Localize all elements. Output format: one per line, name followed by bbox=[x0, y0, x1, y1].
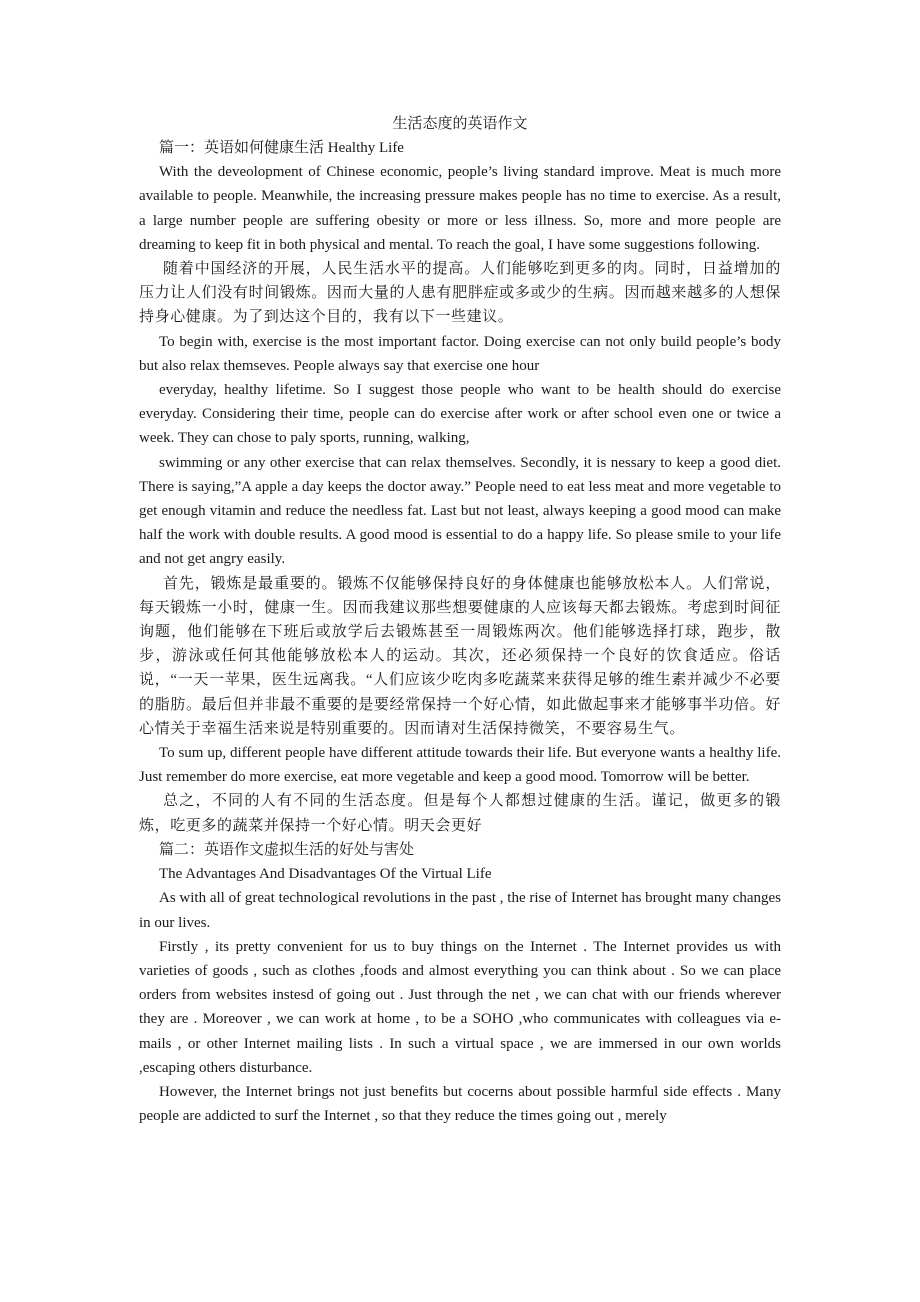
paragraph-14: However, the Internet brings not just benefits but cocerns about possible harmful side effects . Many people are addicted to surf the Internet , so that they reduce the times going out , merely bbox=[139, 1083, 781, 1125]
paragraph-11: The Advantages And Disadvantages Of the Virtual Life bbox=[159, 866, 492, 883]
paragraph-8: To sum up, different people have different attitude towards their life. But everyone wants a healthy life. Just remember do more exercise, eat more vegetable and keep a good mood. Tomorrow will be better. bbox=[139, 745, 781, 786]
paragraph-3: 随着中国经济的开展，人民生活水平的提高。人们能够吃到更多的肉。同时，日益增加的压力让人们没有时间锻炼。因而大量的人患有肥胖症或多或少的生病。因而越来越多的人想保持身心健康。为了到达这个目的，我有以下一些建议。 bbox=[139, 261, 781, 326]
paragraph-7: 首先，锻炼是最重要的。锻炼不仅能够保持良好的身体健康也能够放松本人。人们常说，每天锻炼一小时，健康一生。因而我建议那些想要健康的人应该每天都去锻炼。考虑到时间征询题，他们能够在下班后或放学后去锻炼甚至一周锻炼两次。他们能够选择打球，跑步，散步，游泳或任何其他能够放松本人的运动。其次，还必须保持一个良好的饮食适应。俗话说，“一天一苹果，医生远离我。“人们应该少吃肉多吃蔬菜来获得足够的维生素并减少不必要的脂肪。最后但并非最不重要的是要经常保持一个好心情，如此做起事来才能够事半功倍。好心情关于幸福生活来说是特别重要的。因而请对生活保持微笑，不要容易生气。 bbox=[139, 575, 781, 737]
document-title: 生活态度的英语作文 bbox=[392, 116, 528, 132]
document-body bbox=[139, 136, 781, 1128]
paragraph-12: As with all of great technological revolutions in the past , the rise of Internet has brought many changes in our lives. bbox=[139, 890, 781, 931]
paragraph-4: To begin with, exercise is the most important factor. Doing exercise can not only build people’s body but also relax themseves. People always say that exercise one hour bbox=[139, 333, 781, 374]
paragraph-10: 篇二：英语作文虚拟生活的好处与害处 bbox=[159, 841, 415, 858]
paragraph-1: 篇一：英语如何健康生活 Healthy Life bbox=[159, 140, 404, 156]
paragraph-13: Firstly , its pretty convenient for us to buy things on the Internet . The Internet provides us with varieties of goods , such as clothes ,foods and almost everything you can think about . So we can place orders from websites instesd of going out . Just through the net , we can chat with our friends wherever they are . Moreover , we can work at home , to be a SOHO ,who communicates with colleagues via e-mails , or other Internet mailing lists . In such a virtual space , we are immersed in our own worlds ,escaping others disturbance. bbox=[139, 938, 781, 1076]
paragraph-9: 总之，不同的人有不同的生活态度。但是每个人都想过健康的生活。谨记，做更多的锻炼，吃更多的蔬菜并保持一个好心情。明天会更好 bbox=[139, 793, 781, 834]
paragraph-6: swimming or any other exercise that can relax themselves. Secondly, it is nessary to keep a good diet. There is saying,”A apple a day keeps the doctor away.” People need to eat less meat and more vegetable to get enough vitamin and reduce the needless fat. Last but not least, always keeping a good mood can make half the work with double results. A good mood is essential to do a happy life. So please smile to your life and not get angry easily. bbox=[139, 454, 781, 568]
paragraph-5: everyday, healthy lifetime. So I suggest those people who want to be health should do exercise everyday. Considering their time, people can do exercise after work or after school even one or twice a week. They can chose to paly sports, running, walking, bbox=[139, 382, 781, 447]
paragraph-2: With the deveolopment of Chinese economic, people’s living standard improve. Meat is much more available to people. Meanwhile, the increasing pressure makes people has no time to exercise. As a result, a large number people are suffering obesity or more or less illness. So, more and more people are dreaming to keep fit in both physical and mental. To reach the goal, I have some suggestions following. bbox=[139, 164, 781, 253]
